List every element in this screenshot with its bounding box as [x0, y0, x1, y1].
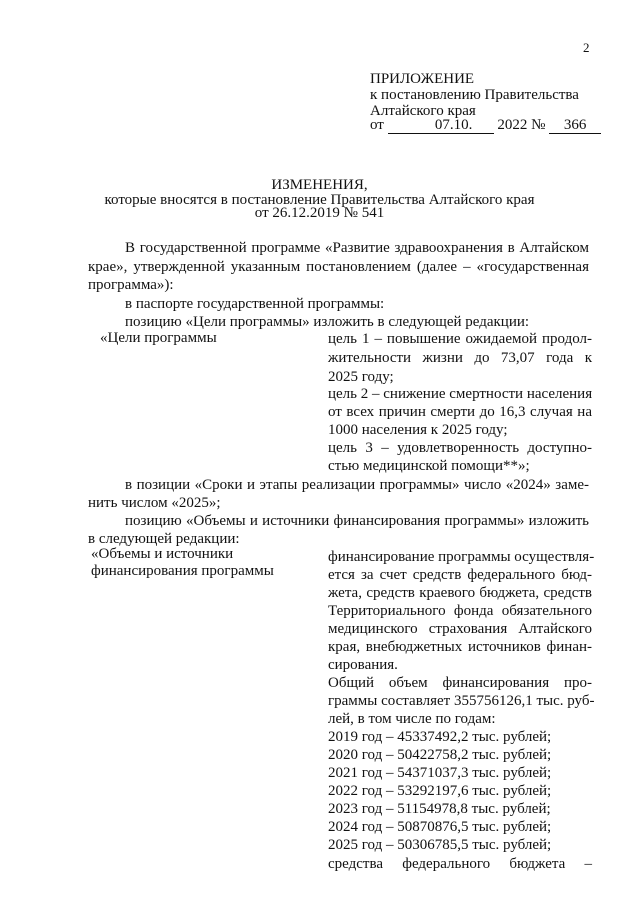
doc-subheading-date: от 26.12.2019 № 541 — [254, 205, 385, 221]
terms-line-2: нить числом «2025»; — [88, 495, 221, 511]
finance-text-line: лей, в том числе по годам: — [328, 711, 496, 727]
finance-year-line: 2020 год – 50422758,2 тыс. рублей; — [328, 747, 552, 763]
goals-text-line: 1000 населения к 2025 году; — [328, 422, 508, 438]
finance-text-line: сирования. — [328, 657, 398, 673]
finance-year-line: 2022 год – 53292197,6 тыс. рублей; — [328, 783, 552, 799]
finance-text-line: Территориального фонда обязательного — [328, 603, 592, 619]
terms-line-3: позицию «Объемы и источники финансирования программы» изложить — [125, 513, 589, 529]
appendix-date-line — [370, 117, 601, 134]
page-number: 2 — [583, 40, 590, 55]
goals-text-line: цель 1 – повышение ожидаемой продол- — [328, 331, 592, 347]
goals-text-line: цель 2 – снижение смертности населения — [328, 386, 593, 402]
intro-line-5: позицию «Цели программы» изложить в следующей редакции: — [125, 314, 530, 330]
finance-text-line: ется за счет средств федерального бюд- — [328, 567, 592, 583]
appendix-line-2: Алтайского края — [370, 103, 476, 119]
intro-line-4: в паспорте государственной программы: — [125, 296, 385, 312]
finance-text-line: средства федерального бюджета – — [328, 856, 592, 872]
goals-label: «Цели программы — [100, 330, 217, 346]
appendix-line-1: к постановлению Правительства — [370, 87, 579, 103]
date-value: 07.10. — [388, 117, 494, 134]
finance-text-line: Общий объем финансирования про- — [328, 675, 592, 691]
finance-text-line: края, внебюджетных источников финан- — [328, 639, 592, 655]
finance-label-2: финансирования программы — [91, 563, 274, 579]
date-year: 2022 № — [497, 117, 546, 133]
date-prefix: от — [370, 117, 384, 133]
finance-label-1: «Объемы и источники — [91, 546, 234, 562]
intro-line-2: крае», утвержденной указанным постановлением (далее – «государственная — [88, 259, 589, 275]
goals-text-line: стью медицинской помощи**»; — [328, 458, 530, 474]
finance-year-line: 2024 год – 50870876,5 тыс. рублей; — [328, 819, 552, 835]
terms-line-4: в следующей редакции: — [88, 531, 240, 547]
doc-subheading: которые вносятся в постановление Правительства Алтайского края — [104, 192, 535, 208]
finance-year-line: 2021 год – 54371037,3 тыс. рублей; — [328, 765, 552, 781]
intro-line-1: В государственной программе «Развитие здравоохранения в Алтайском — [125, 240, 589, 256]
intro-line-3: программа»): — [88, 277, 174, 293]
goals-text-line: цель 3 – удовлетворенность доступно- — [328, 440, 592, 456]
finance-text-line: граммы составляет 355756126,1 тыс. руб- — [328, 693, 595, 709]
finance-text-line: жета, средств краевого бюджета, средств — [328, 585, 592, 601]
finance-text-line: медицинского страхования Алтайского — [328, 621, 592, 637]
finance-year-line: 2025 год – 50306785,5 тыс. рублей; — [328, 837, 552, 853]
finance-text-line: финансирование программы осуществля- — [328, 549, 595, 565]
doc-heading: ИЗМЕНЕНИЯ, — [271, 177, 368, 193]
finance-year-line: 2023 год – 51154978,8 тыс. рублей; — [328, 801, 551, 817]
goals-text-line: 2025 году; — [328, 369, 394, 385]
goals-text-line: жительности жизни до 73,07 года к — [328, 350, 592, 366]
decree-number: 366 — [549, 117, 601, 134]
terms-line-1: в позиции «Сроки и этапы реализации программы» число «2024» заме- — [125, 477, 589, 493]
goals-text-line: от всех причин смерти до 16,3 случая на — [328, 404, 592, 420]
finance-year-line: 2019 год – 45337492,2 тыс. рублей; — [328, 729, 552, 745]
appendix-title: ПРИЛОЖЕНИЕ — [370, 71, 475, 87]
